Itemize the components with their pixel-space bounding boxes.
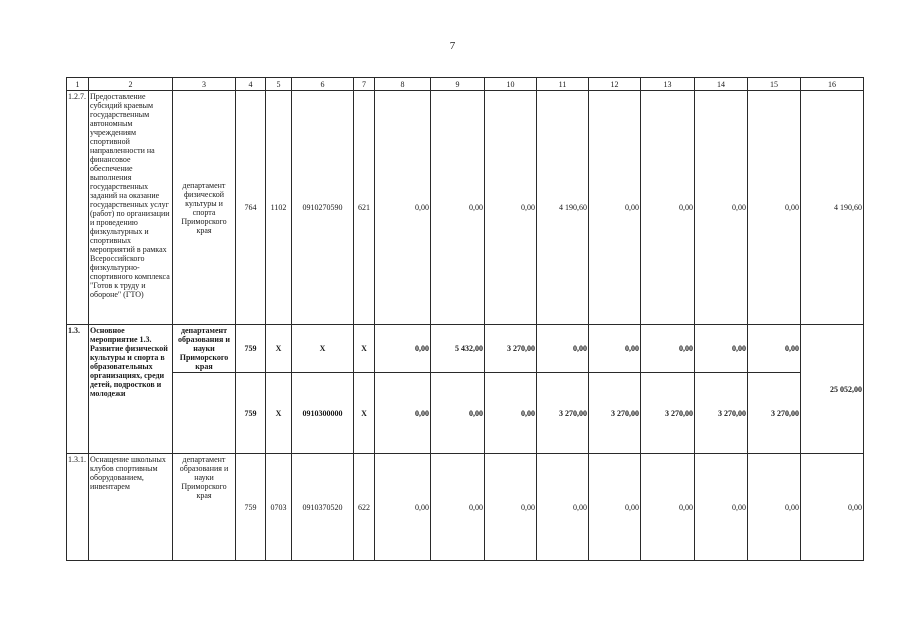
header-cell: 14: [695, 78, 748, 91]
cell-amount: 0,00: [748, 91, 801, 325]
cell-amount: 0,00: [485, 373, 537, 454]
cell-grbs: 759: [236, 325, 266, 373]
cell-expense-type: X: [354, 325, 375, 373]
cell-amount: 0,00: [641, 454, 695, 561]
cell-amount: 0,00: [695, 325, 748, 373]
cell-amount: 0,00: [431, 91, 485, 325]
header-cell: 15: [748, 78, 801, 91]
cell-grbs: 759: [236, 373, 266, 454]
cell-grbs: 764: [236, 91, 266, 325]
header-cell: 8: [375, 78, 431, 91]
header-cell: 4: [236, 78, 266, 91]
cell-amount: 0,00: [537, 325, 589, 373]
cell-amount: 0,00: [589, 91, 641, 325]
header-cell: 9: [431, 78, 485, 91]
header-cell: 13: [641, 78, 695, 91]
cell-amount: 0,00: [748, 454, 801, 561]
cell-target-article: 0910300000: [292, 373, 354, 454]
header-cell: 16: [801, 78, 864, 91]
cell-amount: 0,00: [431, 454, 485, 561]
cell-total: 4 190,60: [801, 91, 864, 325]
cell-amount: 3 270,00: [641, 373, 695, 454]
row-name: Предоставление субсидий краевым государственным автономным учреждениям спортивной направленности на финансовое обеспечение выполнения государственных заданий на оказание государственных услуг (работ) по организации и проведению физкультурных и спортивных мероприятий в рамках Всероссийского физкультурно-спортивного комплекса "Готов к труду и обороне" (ГТО): [89, 91, 173, 325]
cell-section: 1102: [266, 91, 292, 325]
table-row: [67, 91, 864, 325]
row-executor: департамент образования и науки Приморского края: [173, 325, 236, 373]
cell-amount: 5 432,00: [431, 325, 485, 373]
header-cell: 1: [67, 78, 89, 91]
header-cell: 2: [89, 78, 173, 91]
header-cell: 11: [537, 78, 589, 91]
row-code: 1.3.: [67, 325, 89, 454]
header-cell: 10: [485, 78, 537, 91]
row-name: Оснащение школьных клубов спортивным оборудованием, инвентарем: [89, 454, 173, 561]
cell-amount: 4 190,60: [537, 91, 589, 325]
cell-amount: 0,00: [375, 373, 431, 454]
cell-target-article: X: [292, 325, 354, 373]
cell-amount: 0,00: [589, 325, 641, 373]
cell-expense-type: 622: [354, 454, 375, 561]
header-cell: 7: [354, 78, 375, 91]
cell-amount: 0,00: [537, 454, 589, 561]
cell-section: X: [266, 373, 292, 454]
cell-amount: 3 270,00: [748, 373, 801, 454]
cell-amount: 0,00: [748, 325, 801, 373]
cell-amount: 0,00: [375, 91, 431, 325]
cell-amount: 0,00: [375, 325, 431, 373]
row-name: Основное мероприятие 1.3. Развитие физической культуры и спорта в образовательных организациях, среди детей, подростков и молодежи: [89, 325, 173, 454]
cell-amount: 3 270,00: [589, 373, 641, 454]
cell-amount: 0,00: [641, 325, 695, 373]
table-row: [67, 454, 864, 561]
header-row: [67, 78, 864, 91]
cell-amount: 0,00: [695, 454, 748, 561]
header-cell: 3: [173, 78, 236, 91]
cell-section: X: [266, 325, 292, 373]
header-cell: 6: [292, 78, 354, 91]
cell-amount: 0,00: [695, 91, 748, 325]
cell-expense-type: 621: [354, 91, 375, 325]
table-row: [67, 325, 864, 373]
cell-expense-type: X: [354, 373, 375, 454]
cell-amount: 0,00: [375, 454, 431, 561]
cell-amount: 0,00: [485, 91, 537, 325]
row-executor: департамент образования и науки Приморского края: [173, 454, 236, 561]
table-row: [67, 373, 864, 454]
cell-amount: 3 270,00: [537, 373, 589, 454]
cell-amount: 0,00: [431, 373, 485, 454]
header-cell: 12: [589, 78, 641, 91]
cell-target-article: 0910270590: [292, 91, 354, 325]
cell-amount: 0,00: [485, 454, 537, 561]
page-number: 7: [449, 40, 456, 52]
cell-amount: 0,00: [589, 454, 641, 561]
cell-amount: 3 270,00: [485, 325, 537, 373]
cell-section: 0703: [266, 454, 292, 561]
row-code: 1.2.7.: [67, 91, 89, 325]
row-code: 1.3.1.: [67, 454, 89, 561]
budget-table: [66, 77, 864, 561]
cell-total: 25 052,00: [801, 325, 864, 454]
cell-amount: 0,00: [641, 91, 695, 325]
cell-total: 0,00: [801, 454, 864, 561]
cell-target-article: 0910370520: [292, 454, 354, 561]
cell-grbs: 759: [236, 454, 266, 561]
row-executor-empty: [173, 373, 236, 454]
cell-amount: 3 270,00: [695, 373, 748, 454]
header-cell: 5: [266, 78, 292, 91]
row-executor: департамент физической культуры и спорта Приморского края: [173, 91, 236, 325]
